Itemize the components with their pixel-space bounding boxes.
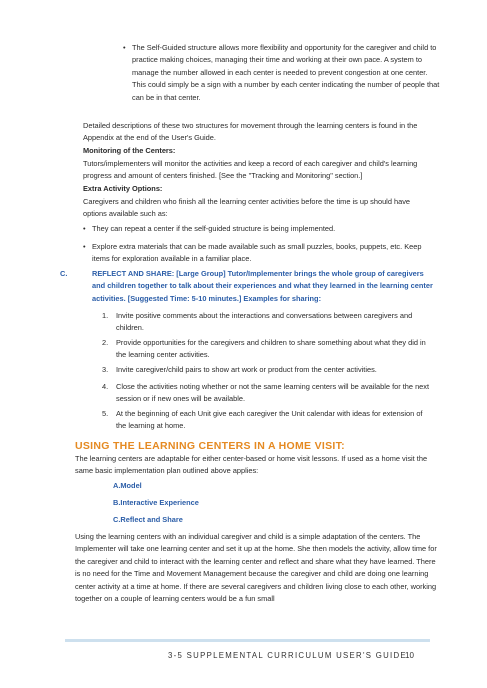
bullet-marker: • <box>83 242 86 251</box>
bullet-text: Explore extra materials that can be made available such as small puzzles, books, puppets, etc. Keep items for exploration available in a familiar place. <box>92 242 422 264</box>
list-text: Provide opportunities for the caregivers and children to share something about what they did in the learning center activities. <box>116 338 426 360</box>
section-text: REFLECT AND SHARE: [Large Group] Tutor/Implementer brings the whole group of caregivers and children together to talk about their experiences and what they learned in the learning center activities. [Suggested Time: 5-10 minutes.] Examples for sharing: <box>92 269 433 303</box>
list-text: Invite positive comments about the interactions and conversations between caregivers and children. <box>116 311 413 333</box>
bullet-text: They can repeat a center if the self-guided structure is being implemented. <box>92 224 336 233</box>
list-number: 3. <box>102 365 109 374</box>
bullet-self-guided <box>123 42 443 104</box>
paragraph-extra-activity: Caregivers and children who finish all the learning center activities before the time is up should have options available such as: <box>83 197 411 219</box>
footer-rule <box>65 639 430 642</box>
list-text: At the beginning of each Unit give each caregiver the Unit calendar with ideas for extension of the learning at home. <box>116 409 423 431</box>
paragraph-home-visit-adaptation: Using the learning centers with an individual caregiver and child is a simple adaptation of the centers. The Implementer will take one learning center and set it up at the home. She then models the activity, allow time for the caregiver and child to interact with the learning center and reflect and share what they have learned. There is no need for the Time and Movement Management because the caregiver and child are doing one learning center activity at a time at home. If there are several caregivers and children living close to each other, working together on a couple of learning centers would be a fun small <box>75 532 437 604</box>
heading-monitoring: Monitoring of the Centers: <box>83 146 176 155</box>
bullet-text: The Self-Guided structure allows more flexibility and opportunity for the caregiver and child to practice making choices, managing their time and working at their own pace. A system to manage the number allowed in each center is needed to prevent congestion at one center. This could simply be a sign with a number by each center indicating the number of people that can be in that center. <box>132 43 440 102</box>
heading-home-visit: USING THE LEARNING CENTERS IN A HOME VISIT: <box>75 440 345 452</box>
bullet-marker: • <box>123 43 126 52</box>
list-number: 2. <box>102 338 109 347</box>
page-number: 10 <box>405 651 414 660</box>
list-item <box>102 310 434 335</box>
footer-title: 3-5 SUPPLEMENTAL CURRICULUM USER'S GUIDE <box>168 651 407 660</box>
list-item <box>102 381 434 406</box>
paragraph-descriptions: Detailed descriptions of these two structures for movement through the learning centers is found in the Appendix at the end of the User's Guide. <box>83 121 418 143</box>
list-number: 4. <box>102 382 109 391</box>
section-reflect-and-share <box>60 268 433 305</box>
bullet-marker: • <box>83 224 86 233</box>
list-item <box>102 337 434 362</box>
step-interactive-experience: B.Interactive Experience <box>113 498 199 507</box>
paragraph-monitoring: Tutors/implementers will monitor the activities and keep a record of each caregiver and child's learning progress and amount of centers finished. [See the "Tracking and Monitoring" section.] <box>83 159 418 181</box>
list-text: Close the activities noting whether or not the same learning centers will be available for the next session or if new ones will be available. <box>116 382 430 404</box>
step-reflect-and-share: C.Reflect and Share <box>113 515 183 524</box>
bullet-explore-materials <box>83 241 430 266</box>
list-item <box>102 408 434 433</box>
heading-extra-activity: Extra Activity Options: <box>83 184 163 193</box>
list-number: 1. <box>102 311 109 320</box>
step-model: A.Model <box>113 481 142 490</box>
paragraph-home-visit-intro: The learning centers are adaptable for either center-based or home visit lessons. If used as a home visit the same basic implementation plan outlined above applies: <box>75 454 428 476</box>
bullet-repeat-center <box>83 223 430 235</box>
list-text: Invite caregiver/child pairs to show art work or product from the center activities. <box>116 365 377 374</box>
section-label: C. <box>60 269 68 278</box>
list-number: 5. <box>102 409 109 418</box>
list-item <box>102 364 434 376</box>
